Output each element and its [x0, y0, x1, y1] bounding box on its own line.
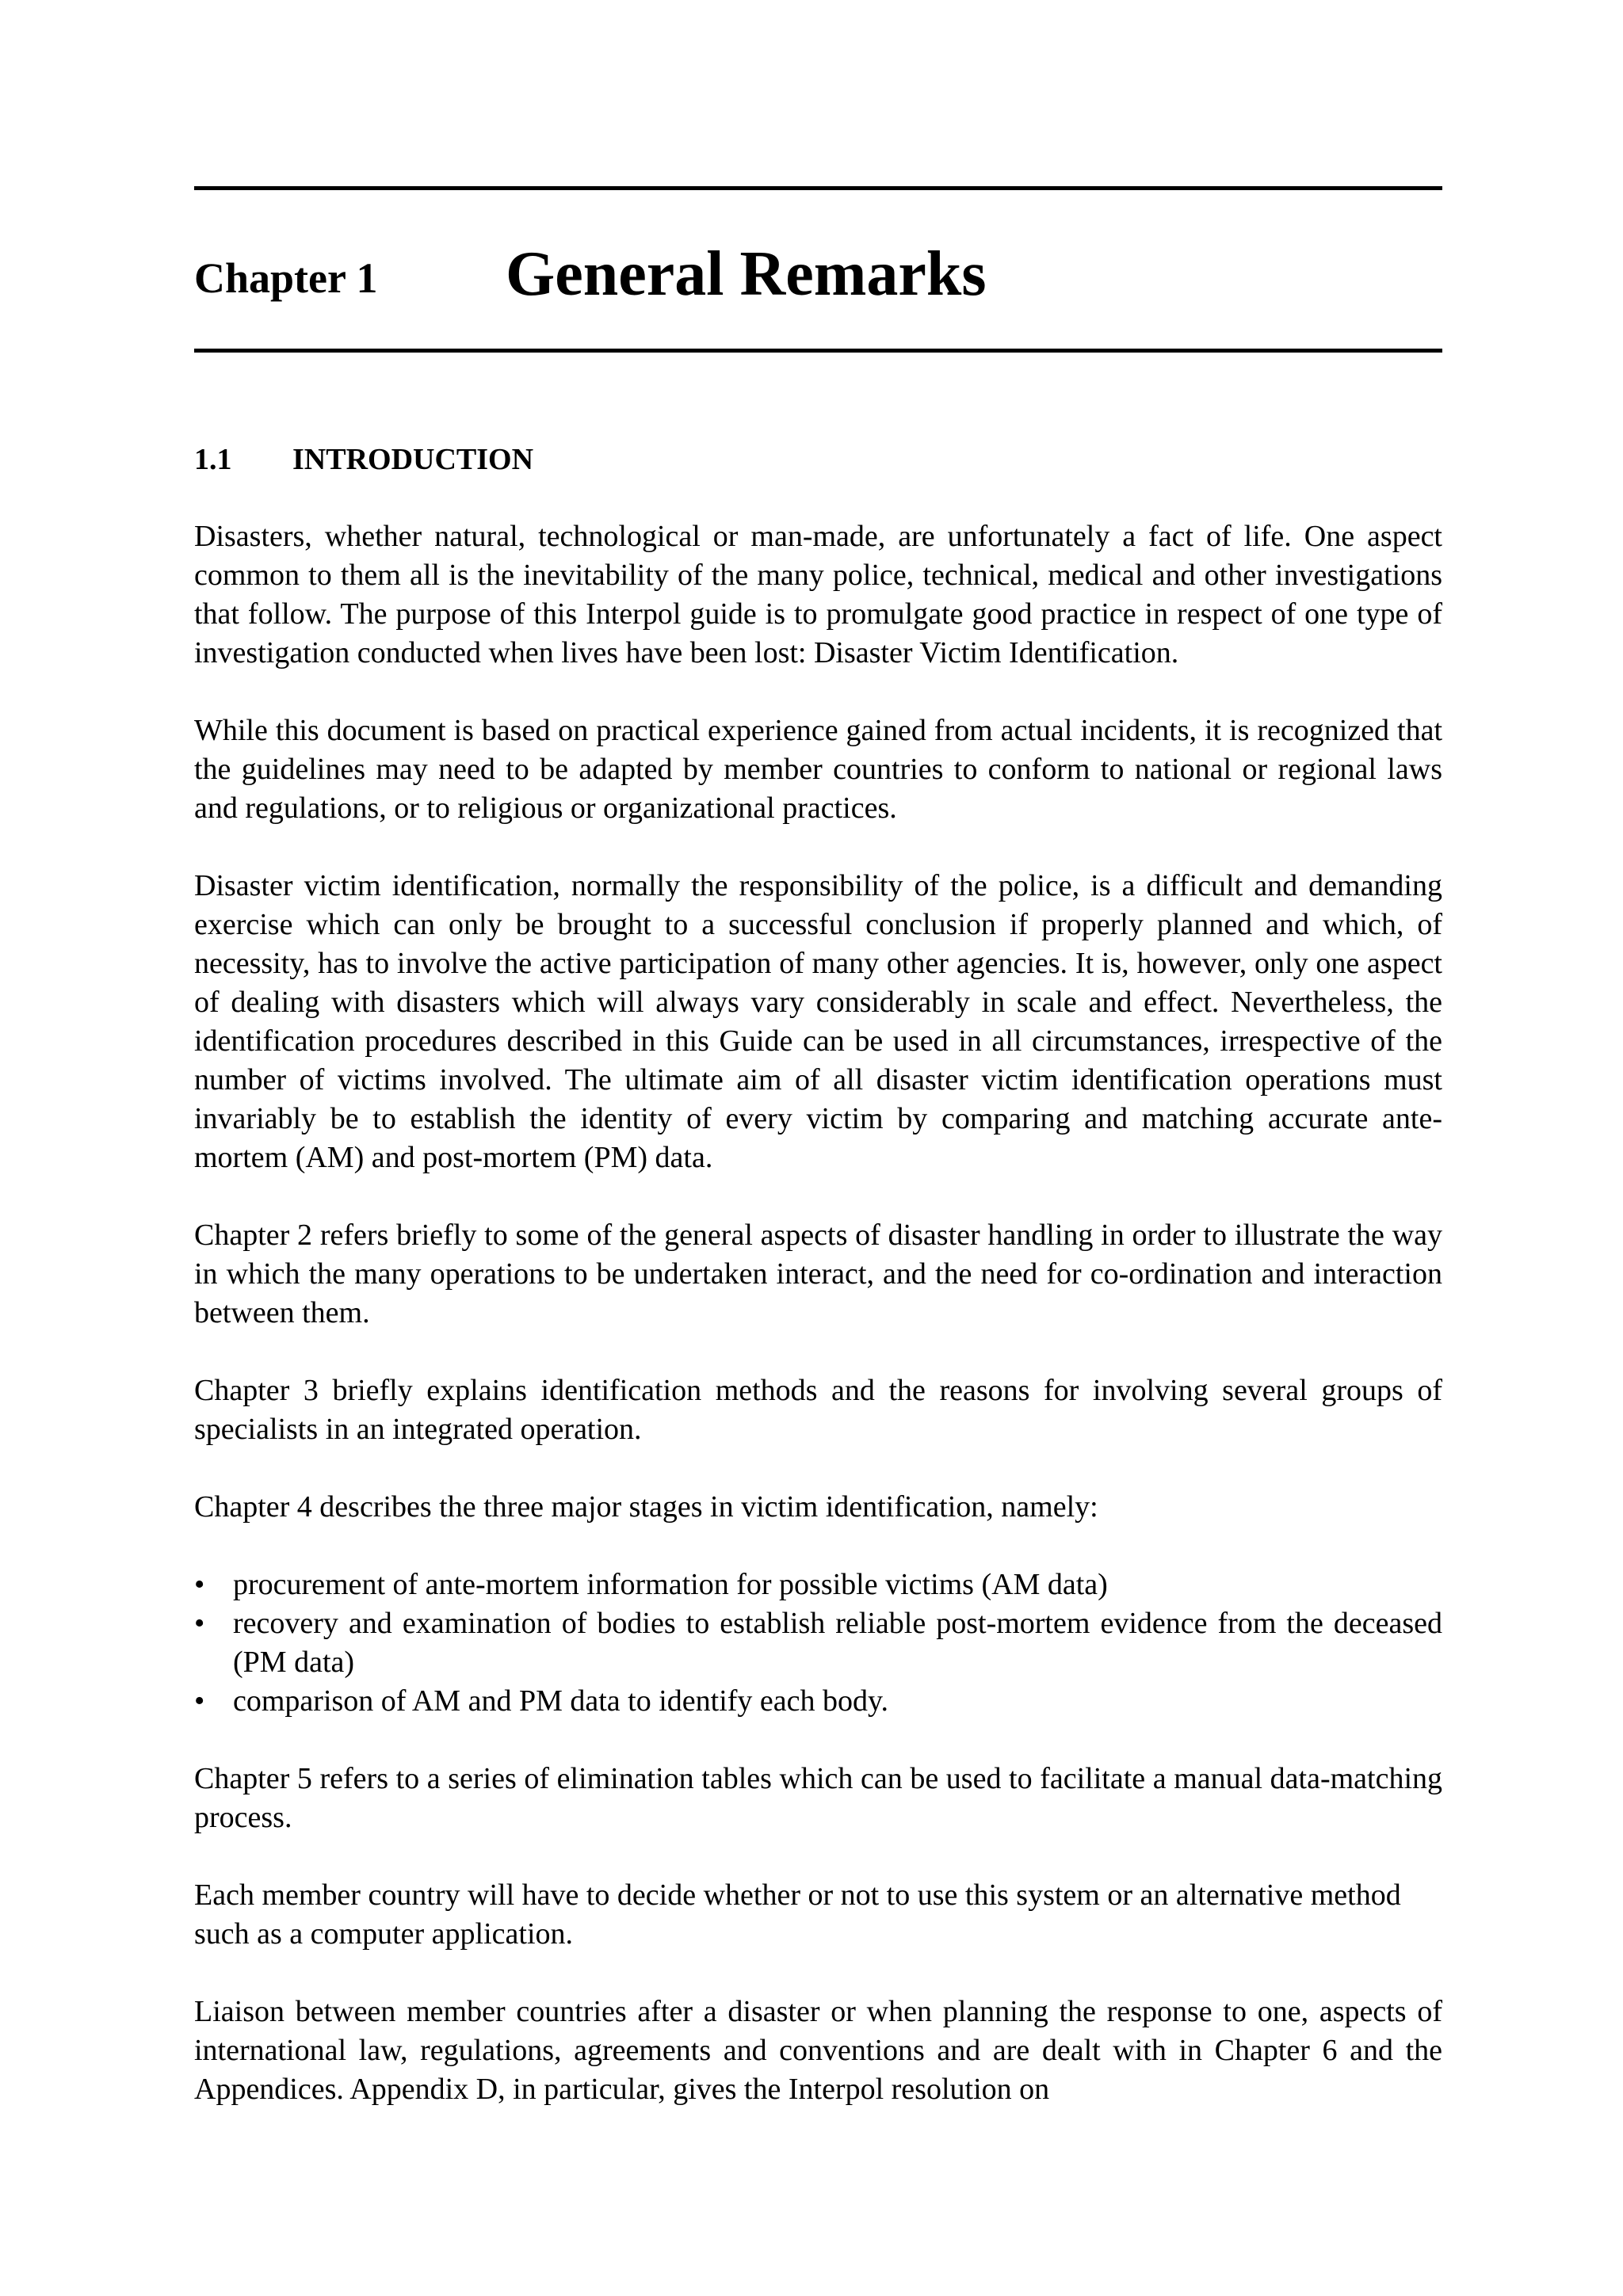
chapter-title: General Remarks	[506, 239, 987, 309]
paragraph-chapter-3: Chapter 3 briefly explains identification methods and the reasons for involving several groups of specialists in an integrated operation.	[194, 1374, 1442, 1446]
chapter-bottom-rule	[194, 349, 1442, 353]
paragraph-chapter-4: Chapter 4 describes the three major stages in victim identification, namely:	[194, 1490, 1098, 1524]
body-text	[194, 517, 1442, 2148]
list-item	[194, 1682, 1442, 1721]
list-item	[194, 1566, 1442, 1604]
paragraph-liaison: Liaison between member countries after a disaster or when planning the response to one, aspects of international law, regulations, agreements and conventions and are dealt with in Chapter 6 and the Appendices. Appendix D, in particular, gives the Interpol resolution on	[194, 1995, 1442, 2106]
bullet-icon: •	[194, 1568, 205, 1601]
document-page	[194, 0, 1442, 2296]
paragraph-practical-experience: While this document is based on practical experience gained from actual incidents, it is recognized that the guidelines may need to be adapted by member countries to conform to national or regional laws and regulations, or to religious or organizational practices.	[194, 714, 1442, 825]
bullet-icon: •	[194, 1684, 205, 1718]
section-heading	[194, 441, 533, 479]
chapter-heading	[194, 235, 1442, 322]
list-item-text: comparison of AM and PM data to identify each body.	[233, 1684, 889, 1718]
chapter-label: Chapter 1	[194, 254, 378, 302]
paragraph-member-country-choice: Each member country will have to decide whether or not to use this system or an alternative method such as a computer application.	[194, 1878, 1401, 1951]
identification-stages-list	[194, 1566, 1442, 1721]
paragraph-chapter-5: Chapter 5 refers to a series of elimination tables which can be used to facilitate a manual data-matching process.	[194, 1762, 1442, 1834]
section-number: 1.1	[194, 443, 232, 476]
paragraph-intro: Disasters, whether natural, technological or man-made, are unfortunately a fact of life. One aspect common to them all is the inevitability of the many police, technical, medical and other investigations that follow. The purpose of this Interpol guide is to promulgate good practice in respect of one type of investigation conducted when lives have been lost: Disaster Victim Identification.	[194, 520, 1442, 669]
paragraph-chapter-2: Chapter 2 refers briefly to some of the general aspects of disaster handling in order to illustrate the way in which the many operations to be undertaken interact, and the need for co-ordination and interaction between them.	[194, 1219, 1442, 1329]
chapter-top-rule	[194, 186, 1442, 190]
bullet-icon: •	[194, 1607, 205, 1640]
list-item-text: procurement of ante-mortem information for possible victims (AM data)	[233, 1568, 1108, 1601]
list-item-text: recovery and examination of bodies to establish reliable post-mortem evidence from the deceased (PM data)	[233, 1607, 1442, 1679]
section-title: INTRODUCTION	[292, 443, 534, 476]
paragraph-dvi-overview: Disaster victim identification, normally the responsibility of the police, is a difficult and demanding exercise which can only be brought to a successful conclusion if properly planned and which, of necessity, has to involve the active participation of many other agencies. It is, however, only one aspect of dealing with disasters which will always vary considerably in scale and effect. Nevertheless, the identification procedures described in this Guide can be used in all circumstances, irrespective of the number of victims involved. The ultimate aim of all disaster victim identification operations must invariably be to establish the identity of every victim by comparing and matching accurate ante-mortem (AM) and post-mortem (PM) data.	[194, 869, 1442, 1174]
list-item	[194, 1604, 1442, 1682]
